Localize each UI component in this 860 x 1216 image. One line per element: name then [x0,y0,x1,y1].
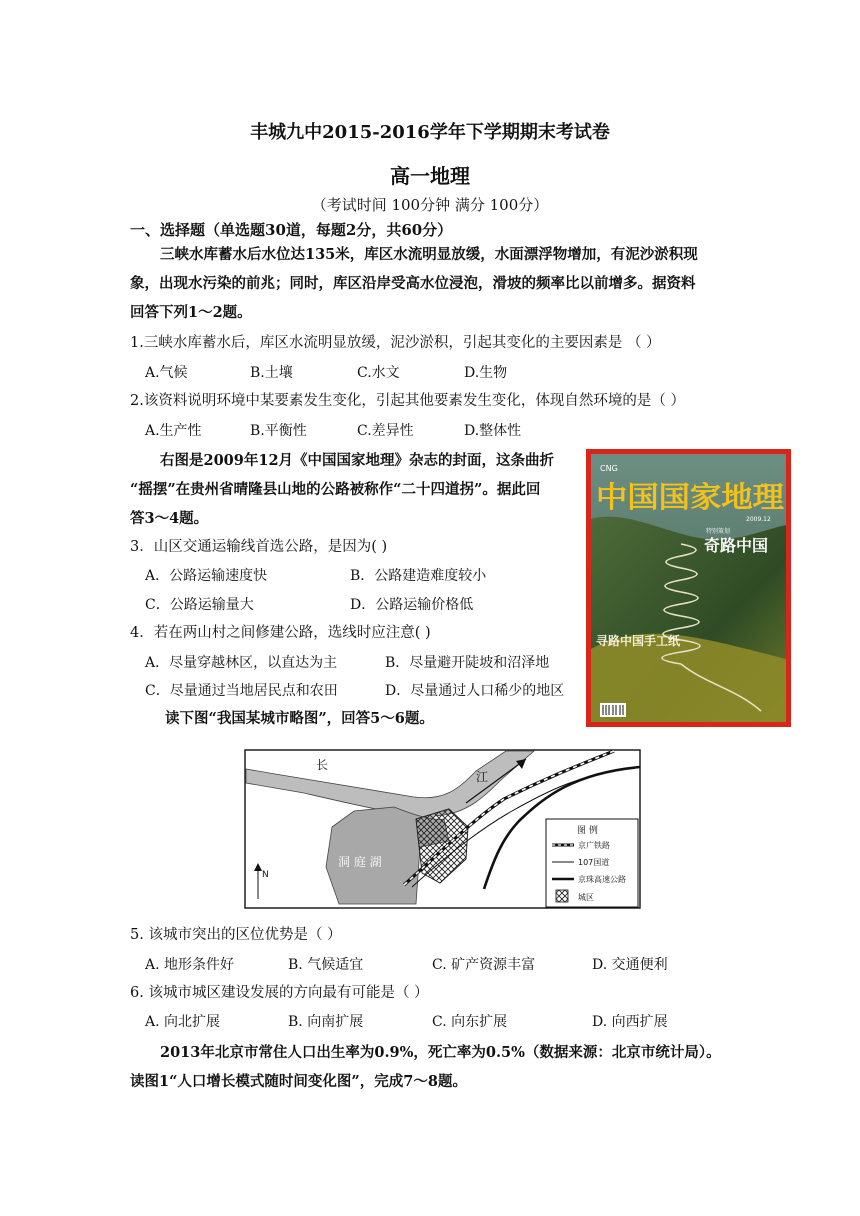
legend-title: 图 例 [577,826,598,836]
q1-option-d: D.生物 [464,365,508,381]
lake-label: 洞 庭 湖 [338,855,382,869]
q4-option-c: C．尽量通过当地居民点和农田 [145,683,338,699]
q3-option-c: C．公路运输量大 [145,597,254,613]
q5-option-b: B. 气候适宜 [288,957,364,973]
q6-option-d: D. 向西扩展 [592,1014,668,1030]
exam-title: 丰城九中2015-2016学年下学期期末考试卷 [250,122,610,143]
magazine-logo: CNG [600,464,618,473]
q3-option-d: D．公路运输价格低 [350,597,474,613]
city-sketch-map [244,749,641,909]
section-heading: 一、选择题（单选题30道，每题2分，共60分） [130,221,453,239]
q2-option-b: B.平衡性 [250,423,307,439]
passage-line: 回答下列1～2题。 [130,304,252,321]
q2-option-c: C.差异性 [357,423,414,439]
magazine-issue: 2009.12 [746,516,771,523]
magazine-masthead: 中国国家地理 [596,480,786,514]
legend-railway: 京广铁路 [578,841,610,850]
question-2-stem: 2.该资料说明环境中某要素发生变化，引起其他要素发生变化，体现自然环境的是（ ） [130,393,685,409]
passage-line: 三峡水库蓄水后水位达135米，库区水流明显放缓，水面漂浮物增加，有泥沙淤积现 [160,246,698,263]
q4-option-d: D．尽量通过人口稀少的地区 [385,683,565,699]
q6-option-a: A. 向北扩展 [145,1014,221,1030]
q4-option-a: A．尽量穿越林区，以直达为主 [145,655,338,671]
q3-option-a: A．公路运输速度快 [145,568,268,584]
passage-line: 读下图“我国某城市略图”，回答5～6题。 [165,710,434,727]
q1-option-c: C.水文 [357,365,400,381]
q2-option-a: A.生产性 [145,423,202,439]
question-1-stem: 1.三峡水库蓄水后，库区水流明显放缓，泥沙淤积，引起其变化的主要因素是 （ ） [130,335,661,351]
q6-option-c: C. 向东扩展 [432,1014,508,1030]
q2-option-d: D.整体性 [464,423,522,439]
subject-title: 高一地理 [390,164,470,188]
passage-line: “摇摆”在贵州省晴隆县山地的公路被称作“二十四道拐”。据此回 [130,481,541,498]
question-3-stem: 3．山区交通运输线首选公路，是因为( ) [130,539,388,555]
q4-option-b: B．尽量避开陡坡和沼泽地 [385,655,550,671]
river-label-chang: 长 [316,758,329,772]
question-5-stem: 5. 该城市突出的区位优势是（ ） [130,927,342,943]
magazine-feature-label: 特别策划 [706,528,731,535]
q5-option-c: C. 矿产资源丰富 [432,957,536,973]
q5-option-a: A. 地形条件好 [145,957,235,973]
passage-line: 2013年北京市常住人口出生率为0.9%，死亡率为0.5%（数据来源：北京市统计局）。 [160,1044,721,1061]
q1-option-b: B.土壤 [250,365,293,381]
question-6-stem: 6. 该城市城区建设发展的方向最有可能是（ ） [130,985,429,1001]
exam-info: （考试时间 100分钟 满分 100分） [311,196,549,214]
q5-option-d: D. 交通便利 [592,957,668,973]
q1-option-a: A.气候 [145,365,188,381]
legend-expressway: 京珠高速公路 [578,875,626,884]
river-label-jiang: 江 [476,770,489,784]
passage-line: 右图是2009年12月《中国国家地理》杂志的封面，这条曲折 [160,452,555,469]
q3-option-b: B．公路建造难度较小 [350,568,487,584]
magazine-secondary-title: 寻路中国手工纸 [596,634,681,648]
passage-line: 读图1“人口增长模式随时间变化图”，完成7～8题。 [130,1073,467,1090]
q6-option-b: B. 向南扩展 [288,1014,364,1030]
question-4-stem: 4．若在两山村之间修建公路，选线时应注意( ) [130,625,431,641]
passage-line: 象，出现水污染的前兆；同时，库区沿岸受高水位浸泡，滑坡的频率比以前增多。据资料 [130,275,696,292]
north-label: N [262,870,269,880]
magazine-feature-title: 奇路中国 [704,536,769,555]
magazine-cover-image [586,449,791,727]
legend-city-area: 城区 [578,893,594,902]
passage-line: 答3～4题。 [130,510,209,527]
legend-road: 107国道 [578,858,610,867]
